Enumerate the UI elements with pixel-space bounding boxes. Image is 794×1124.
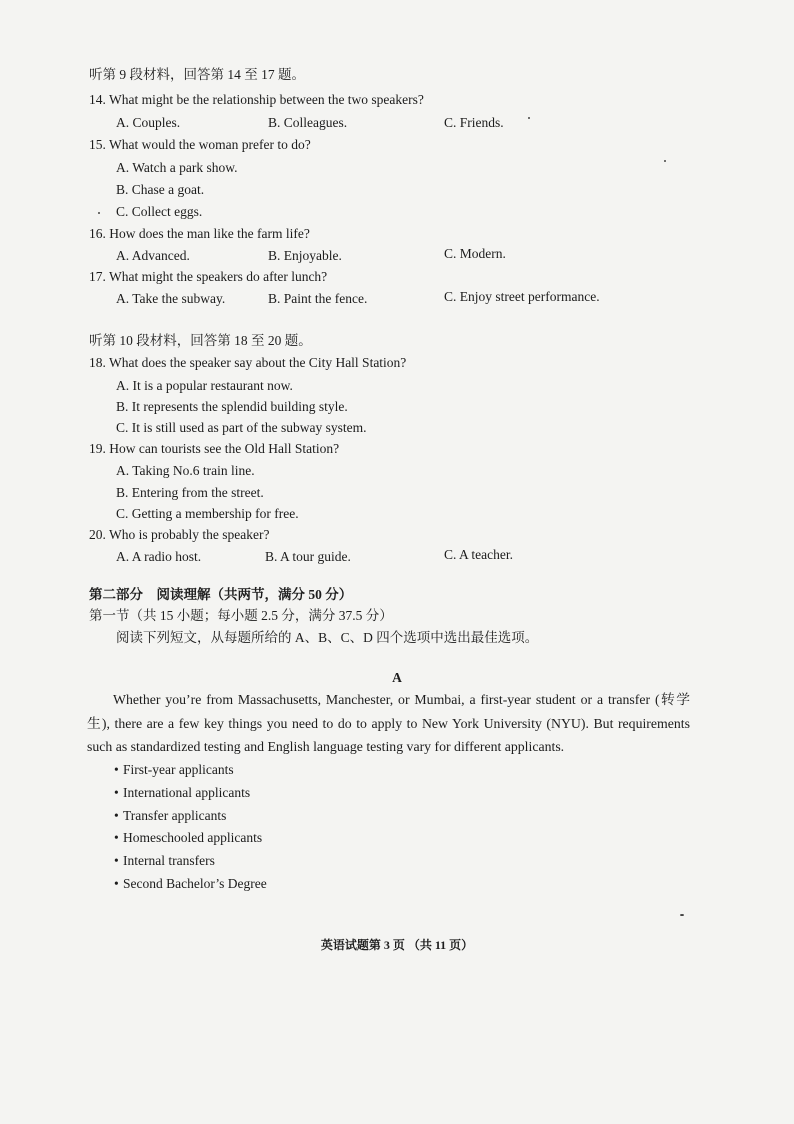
- page-footer: 英语试题第 3 页 （共 11 页）: [320, 938, 474, 952]
- question-14-option-a: A. Couples.: [116, 115, 181, 130]
- question-16-option-a: A. Advanced.: [116, 248, 190, 263]
- passage-paragraph: Whether you’re from Massachusetts, Manchester, or Mumbai, a first-year student or a transfer (转学生), there are a few key things you need to do to apply to New York University (NYU). But requirements such as standardized testing and English language testing vary for different applicants.: [87, 692, 690, 754]
- scan-speck: [664, 160, 666, 162]
- bullet-icon: •: [114, 875, 119, 891]
- list-item: • International applicants: [114, 782, 267, 805]
- section-one-heading: 第一节（共 15 小题；每小题 2.5 分，满分 37.5 分）: [89, 608, 393, 623]
- scan-speck: [528, 117, 530, 119]
- question-17-stem: 17. What might the speakers do after lunch?: [89, 269, 328, 284]
- question-20-option-b: B. A tour guide.: [265, 549, 351, 564]
- list-item: • Homeschooled applicants: [114, 827, 267, 850]
- passage-letter: A: [392, 670, 402, 685]
- question-19-option-b: B. Entering from the street.: [116, 485, 264, 500]
- reading-instruction: 阅读下列短文，从每题所给的 A、B、C、D 四个选项中选出最佳选项。: [116, 630, 539, 645]
- question-15-stem: 15. What would the woman prefer to do?: [89, 137, 311, 152]
- bullet-icon: •: [114, 807, 119, 823]
- question-17-option-c: C. Enjoy street performance.: [444, 289, 600, 304]
- list-item: • Transfer applicants: [114, 805, 267, 828]
- question-20-option-c: C. A teacher.: [444, 547, 513, 562]
- question-18-stem: 18. What does the speaker say about the City Hall Station?: [89, 355, 407, 370]
- question-17-option-a: A. Take the subway.: [116, 291, 226, 306]
- question-14-stem: 14. What might be the relationship between the two speakers?: [89, 92, 424, 107]
- section-heading-q18-20: 听第 10 段材料，回答第 18 至 20 题。: [89, 333, 312, 348]
- question-15-option-a: A. Watch a park show.: [116, 160, 238, 175]
- scan-speck: [98, 212, 100, 214]
- applicant-type-list: [114, 759, 267, 896]
- question-20-option-a: A. A radio host.: [116, 549, 202, 564]
- question-18-option-b: B. It represents the splendid building style.: [116, 399, 348, 414]
- question-18-option-a: A. It is a popular restaurant now.: [116, 378, 293, 393]
- question-19-option-c: C. Getting a membership for free.: [116, 506, 299, 521]
- question-18-option-c: C. It is still used as part of the subway system.: [116, 420, 367, 435]
- part-two-heading: 第二部分 阅读理解（共两节，满分 50 分）: [89, 587, 353, 602]
- bullet-icon: •: [114, 853, 119, 869]
- question-20-stem: 20. Who is probably the speaker?: [89, 527, 270, 542]
- section-heading-q14-17: 听第 9 段材料，回答第 14 至 17 题。: [89, 67, 305, 82]
- bullet-icon: •: [114, 762, 119, 777]
- question-15-option-b: B. Chase a goat.: [116, 182, 205, 197]
- bullet-icon: •: [114, 784, 119, 800]
- question-16-option-c: C. Modern.: [444, 246, 506, 261]
- question-14-option-c: C. Friends.: [444, 115, 504, 130]
- scan-speck: [680, 914, 684, 916]
- bullet-icon: •: [114, 830, 119, 846]
- question-14-option-b: B. Colleagues.: [268, 115, 348, 130]
- question-16-stem: 16. How does the man like the farm life?: [89, 226, 310, 241]
- question-16-option-b: B. Enjoyable.: [268, 248, 342, 263]
- question-15-option-c: C. Collect eggs.: [116, 204, 203, 219]
- question-17-option-b: B. Paint the fence.: [268, 291, 368, 306]
- list-item: • First-year applicants: [114, 759, 267, 782]
- question-19-stem: 19. How can tourists see the Old Hall Station?: [89, 441, 340, 456]
- list-item: • Internal transfers: [114, 850, 267, 873]
- question-19-option-a: A. Taking No.6 train line.: [116, 463, 255, 478]
- list-item: • Second Bachelor’s Degree: [114, 873, 267, 896]
